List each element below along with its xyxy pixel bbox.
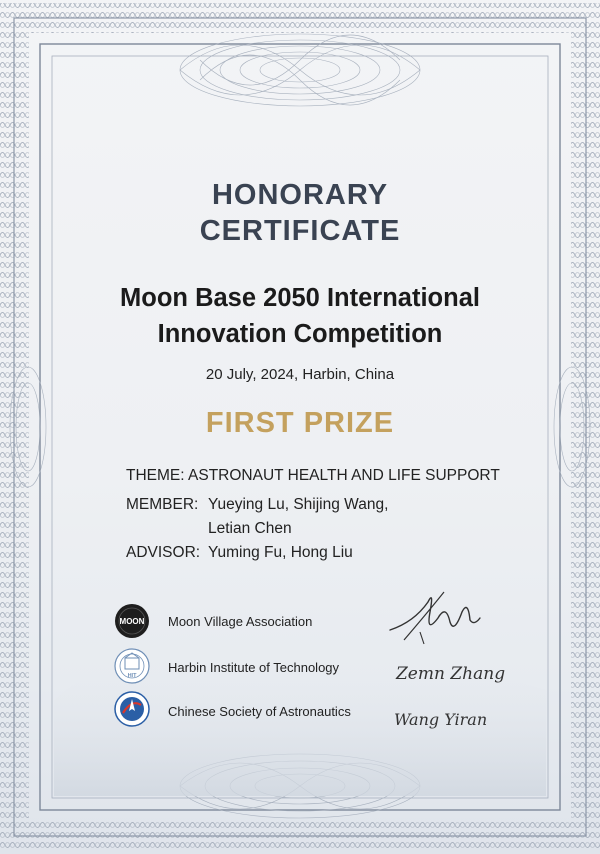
advisor-label: ADVISOR: [126, 544, 201, 561]
hit-seal-logo [114, 648, 150, 684]
org-harbin-institute: Harbin Institute of Technology [168, 660, 340, 675]
certificate-title-line1: HONORARY [211, 179, 389, 211]
certificate-title-line2: CERTIFICATE [199, 215, 401, 247]
svg-text:HIT: HIT [127, 673, 137, 679]
theme-line [126, 467, 500, 485]
member-names-line1: Yueying Lu, Shijing Wang, [208, 496, 389, 513]
top-rosette [180, 34, 420, 106]
svg-text:Wang Yiran: Wang Yiran [394, 710, 488, 729]
prize-title: FIRST PRIZE [205, 407, 395, 439]
date-place: 20 July, 2024, Harbin, China [205, 366, 395, 383]
competition-name-line2: Innovation Competition [157, 320, 443, 348]
svg-text:MOON: MOON [119, 617, 145, 626]
moon-village-logo [114, 603, 150, 639]
competition-name-line1: Moon Base 2050 International [120, 284, 480, 312]
handwritten-signature-2 [390, 652, 510, 692]
svg-text:Zemn Zhang: Zemn Zhang [396, 664, 506, 684]
advisor-names: Yuming Fu, Hong Liu [208, 544, 353, 561]
theme-label: THEME: [126, 467, 185, 484]
member-label: MEMBER: [126, 496, 199, 513]
org-moon-village: Moon Village Association [168, 614, 313, 629]
handwritten-signature-3 [388, 700, 508, 740]
member-names-line2: Letian Chen [208, 520, 292, 537]
handwritten-signature-1 [384, 582, 494, 652]
theme-value: ASTRONAUT HEALTH AND LIFE SUPPORT [188, 467, 500, 484]
csa-emblem-logo [114, 691, 150, 727]
org-chinese-society-astronautics: Chinese Society of Astronautics [168, 704, 351, 719]
